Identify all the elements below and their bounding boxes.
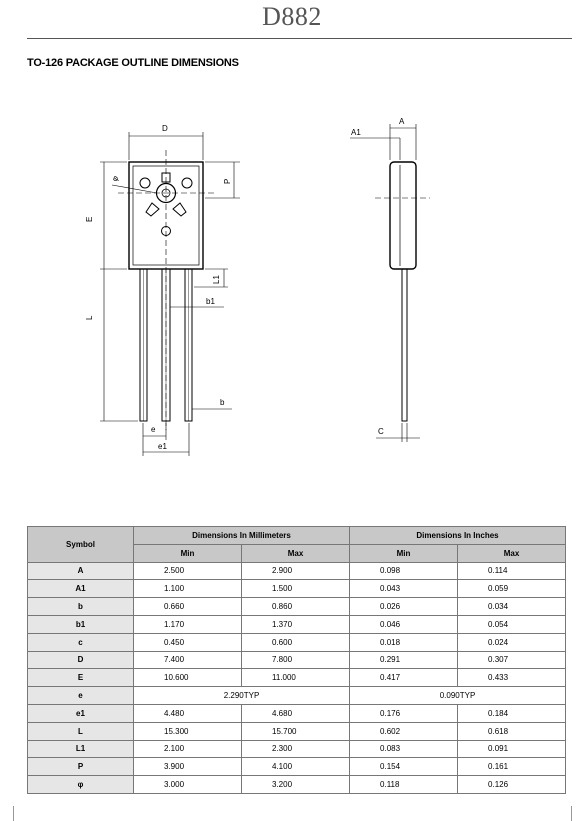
mm-min-cell: 10.600: [134, 669, 242, 687]
table-row: [28, 669, 566, 687]
symbol-cell: A: [28, 562, 134, 580]
table-row: [28, 562, 566, 580]
mm-max-header: Max: [242, 544, 350, 562]
left-circle: [140, 178, 150, 188]
label-C: C: [378, 427, 384, 436]
table-row: [28, 704, 566, 722]
corner-mark-right: [571, 806, 572, 821]
symbol-cell: P: [28, 758, 134, 776]
mm-max-cell: 3.200: [242, 776, 350, 794]
symbol-cell: b1: [28, 615, 134, 633]
table-row: [28, 758, 566, 776]
symbol-header: Symbol: [28, 527, 134, 563]
right-circle: [182, 178, 192, 188]
section-title: TO-126 PACKAGE OUTLINE DIMENSIONS: [27, 57, 239, 69]
in-min-cell: 0.018: [350, 633, 458, 651]
in-typ-cell: 0.090TYP: [350, 687, 566, 705]
in-min-header: Min: [350, 544, 458, 562]
in-max-cell: 0.091: [458, 740, 566, 758]
corner-mark-left: [13, 806, 14, 821]
in-max-cell: 0.054: [458, 615, 566, 633]
symbol-cell: b: [28, 598, 134, 616]
mm-min-cell: 3.000: [134, 776, 242, 794]
mm-min-cell: 0.660: [134, 598, 242, 616]
mm-max-cell: 1.370: [242, 615, 350, 633]
mm-min-cell: 3.900: [134, 758, 242, 776]
in-max-cell: 0.618: [458, 722, 566, 740]
label-P: P: [223, 178, 232, 184]
mm-min-cell: 1.170: [134, 615, 242, 633]
label-A: A: [399, 117, 405, 126]
table-row: [28, 740, 566, 758]
in-min-cell: 0.026: [350, 598, 458, 616]
in-min-cell: 0.118: [350, 776, 458, 794]
symbol-cell: φ: [28, 776, 134, 794]
label-D: D: [162, 124, 168, 133]
mm-min-header: Min: [134, 544, 242, 562]
in-max-header: Max: [458, 544, 566, 562]
mm-max-cell: 1.500: [242, 580, 350, 598]
label-b1: b1: [206, 297, 215, 306]
label-A1: A1: [351, 128, 361, 137]
in-min-cell: 0.291: [350, 651, 458, 669]
mm-min-cell: 2.500: [134, 562, 242, 580]
in-max-cell: 0.307: [458, 651, 566, 669]
in-header: Dimensions In Inches: [350, 527, 566, 545]
mm-min-cell: 2.100: [134, 740, 242, 758]
table-row: [28, 580, 566, 598]
table-row: [28, 722, 566, 740]
in-max-cell: 0.433: [458, 669, 566, 687]
symbol-cell: L: [28, 722, 134, 740]
mm-min-cell: 15.300: [134, 722, 242, 740]
dimensions-table: [27, 526, 566, 794]
symbol-cell: A1: [28, 580, 134, 598]
table-row: [28, 776, 566, 794]
in-max-cell: 0.161: [458, 758, 566, 776]
symbol-cell: e: [28, 687, 134, 705]
label-L1: L1: [212, 275, 221, 284]
in-min-cell: 0.602: [350, 722, 458, 740]
in-min-cell: 0.098: [350, 562, 458, 580]
mm-max-cell: 2.900: [242, 562, 350, 580]
mm-max-cell: 11.000: [242, 669, 350, 687]
symbol-cell: D: [28, 651, 134, 669]
in-min-cell: 0.154: [350, 758, 458, 776]
symbol-cell: E: [28, 669, 134, 687]
in-max-cell: 0.059: [458, 580, 566, 598]
side-body-outline: [390, 162, 416, 269]
table-row: [28, 687, 566, 705]
label-phi: φ: [109, 174, 121, 183]
label-e1: e1: [158, 442, 167, 451]
symbol-cell: e1: [28, 704, 134, 722]
mm-max-cell: 4.680: [242, 704, 350, 722]
side-lead: [402, 269, 407, 421]
mm-typ-cell: 2.290TYP: [134, 687, 350, 705]
label-L: L: [85, 315, 94, 320]
document-title: D882: [262, 2, 322, 31]
mm-min-cell: 7.400: [134, 651, 242, 669]
mm-header: Dimensions In Millimeters: [134, 527, 350, 545]
in-max-cell: 0.024: [458, 633, 566, 651]
table-row: [28, 633, 566, 651]
table-row: [28, 651, 566, 669]
mm-max-cell: 7.800: [242, 651, 350, 669]
in-max-cell: 0.126: [458, 776, 566, 794]
in-min-cell: 0.043: [350, 580, 458, 598]
mm-min-cell: 1.100: [134, 580, 242, 598]
in-min-cell: 0.046: [350, 615, 458, 633]
in-min-cell: 0.417: [350, 669, 458, 687]
label-e: e: [151, 425, 156, 434]
table-row: [28, 598, 566, 616]
mm-max-cell: 0.600: [242, 633, 350, 651]
in-min-cell: 0.176: [350, 704, 458, 722]
mm-max-cell: 0.860: [242, 598, 350, 616]
label-b: b: [220, 398, 225, 407]
symbol-cell: L1: [28, 740, 134, 758]
mm-min-cell: 4.480: [134, 704, 242, 722]
in-min-cell: 0.083: [350, 740, 458, 758]
in-max-cell: 0.114: [458, 562, 566, 580]
table-row: [28, 615, 566, 633]
in-max-cell: 0.184: [458, 704, 566, 722]
label-E: E: [85, 216, 94, 222]
mm-max-cell: 4.100: [242, 758, 350, 776]
symbol-cell: c: [28, 633, 134, 651]
mm-min-cell: 0.450: [134, 633, 242, 651]
in-max-cell: 0.034: [458, 598, 566, 616]
mm-max-cell: 2.300: [242, 740, 350, 758]
mm-max-cell: 15.700: [242, 722, 350, 740]
